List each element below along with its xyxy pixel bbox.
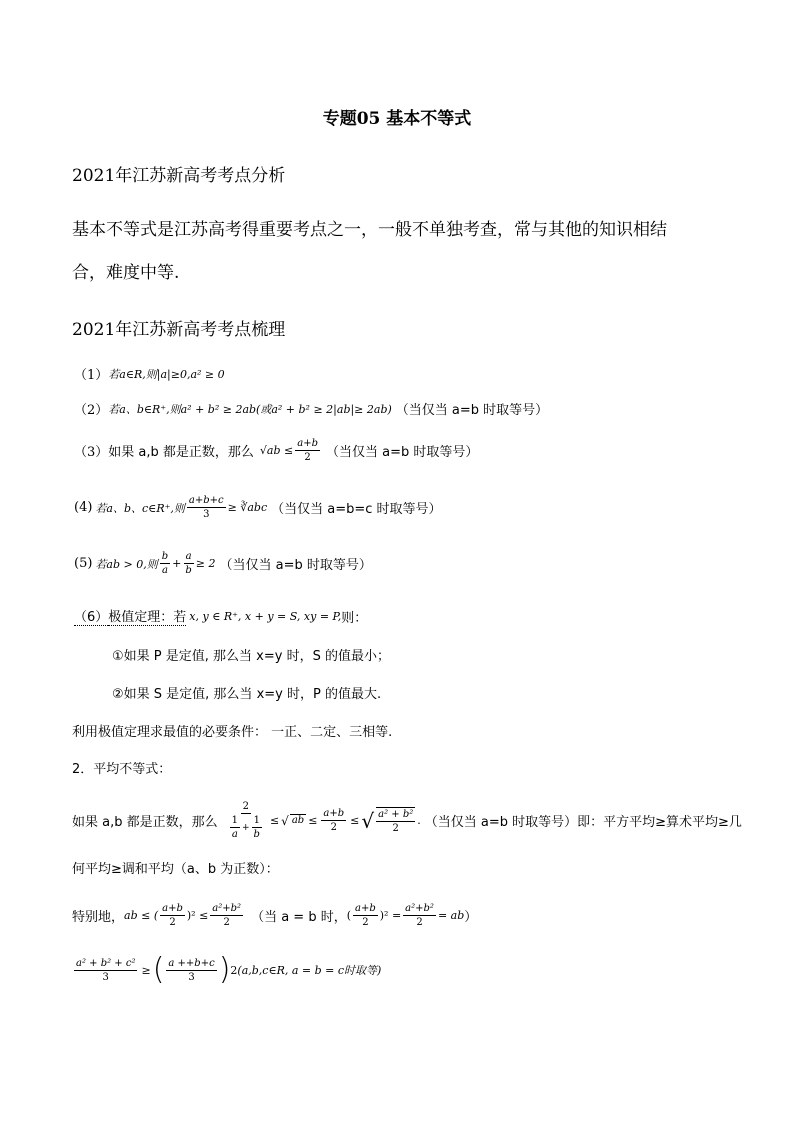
item-3-prefix: 如果 a,b 都是正数，那么 [108,445,254,460]
item-5 [74,550,372,577]
three-variable-inequality: $\frac{\text{a² + b² + c²}}{3}$ ≥ ( $\frac{a ++b+c}{3}$ ) 2 (a,b,c∈R, a = b = c时取等) [76,952,382,987]
special-mid: （当 a = b 时， [251,910,347,925]
sub-point-2: ②如果 S 是定值, 那么当 x=y 时，P 的值最大. [112,687,382,702]
item-5-math-right: ≥ 2 [195,557,216,570]
item-1-math: 若a∈R,则|a|≥0,a² ≥ 0 [108,367,225,381]
item-2-label: （2） [74,403,109,418]
item-5-fraction-1 [160,550,170,577]
conditions-line: 利用极值定理求最值的必要条件： 一正、二定、三相等. [72,725,393,740]
item-3-frac-num: a+b [297,438,318,449]
item-3-label: （3） [74,445,109,460]
item-4-fraction [187,494,226,521]
item-5-frac1-num: b [161,551,169,562]
mean-note: （当仅当 a=b 时取等号）即：平方平均≥算术平均≥几 [424,815,742,830]
item-6-text-a: 极值定理：若 [108,606,186,626]
harmonic-mean-fraction: 2 $\frac{1}{a}$ + $\frac{1}{b}$ [231,801,260,840]
arithmetic-mean-fraction: $\frac{a+b}{2}$ [323,808,345,833]
item-4-frac-num: a+b+c [188,495,224,506]
item-5-fraction-2 [183,550,193,577]
item-3-fraction [295,437,320,464]
quadratic-mean-fraction: $\frac{\text{a² + b²}}{2}$ [378,808,414,834]
geometric-mean-root: ab [291,815,305,826]
item-5-frac2-den: b [185,565,192,576]
item-2 [74,399,548,418]
mean-prefix: 如果 a,b 都是正数，那么 [72,815,218,830]
item-2-note: （当仅当 a=b 时取等号） [395,403,549,418]
section-heading-summary: 2021年江苏新高考考点梳理 [72,320,286,340]
item-5-note: （当仅当 a=b 时取等号） [219,558,372,573]
item-6 [74,606,367,626]
special-line: 特别地， ab ≤ ( $\frac{a+b}{2}$ )² ≤ $\frac{\text{a²+b²}}{2}$ （当 a = b 时， ( $\frac{a+b}{2}$ )² = $\frac{\text{a²+b²}}{2}$ = ab ） [72,903,478,928]
item-3 [74,437,478,464]
item-3-frac-den: 2 [304,452,311,463]
item-2-math: 若a、b∈R⁺,则a² + b² ≥ 2ab(或a² + b² ≥ 2|ab|≥ 2ab) [108,402,392,416]
page-title: 专题05 基本不等式 [322,109,472,129]
last-condition: (a,b,c∈R, a = b = c时取等) [237,964,382,977]
item-1-label: （1） [74,368,109,383]
item-4-math-right: ≥ ∛abc [227,501,268,514]
item-4 [74,494,442,521]
special-prefix: 特别地， [72,910,125,925]
item-6-math: x, y ∈ R⁺, x + y = S, xy = P, [189,609,342,623]
mean-line-2: 何平均≥调和平均（a、b 为正数）： [72,862,279,877]
item-3-note: （当仅当 a=b 时取等号） [325,445,479,460]
item-1 [74,364,225,383]
item-6-label: （6） [74,606,108,626]
item-5-prefix: 若ab > 0,则 [95,557,158,571]
mean-heading: 2．平均不等式： [72,762,172,777]
item-4-label: (4) [74,500,93,515]
special-end: ） [464,910,478,925]
item-3-math: √ab ≤ [259,444,294,457]
item-5-frac2-num: a [185,551,192,562]
item-5-label: (5) [74,556,93,571]
item-4-frac-den: 3 [203,509,210,520]
analysis-paragraph-line2: 合，难度中等. [72,263,180,283]
item-5-plus: + [172,557,182,570]
item-4-prefix: 若a、b、c∈R⁺,则 [95,501,185,515]
sub-point-1: ①如果 P 是定值, 那么当 x=y 时，S 的值最小； [112,649,390,664]
section-heading-analysis: 2021年江苏新高考考点分析 [72,166,286,186]
mean-inequality-line: 如果 a,b 都是正数，那么 2 $\frac{1}{a}$ + $\frac{1}{b}$ ≤ √ ab ≤ $\frac{a+b}{2}$ ≤ √ $\frac{\text{a² + b²}}{2}$ . （当仅当 a=b 时取等号）即：平方平均≥算术平均≥几 [72,801,742,840]
item-5-frac1-den: a [161,565,168,576]
analysis-paragraph-line1: 基本不等式是江苏高考得重要考点之一，一般不单独考查，常与其他的知识相结 [72,220,667,240]
item-6-text-b: 则： [341,610,368,626]
item-4-note: （当仅当 a=b=c 时取等号） [271,502,442,517]
